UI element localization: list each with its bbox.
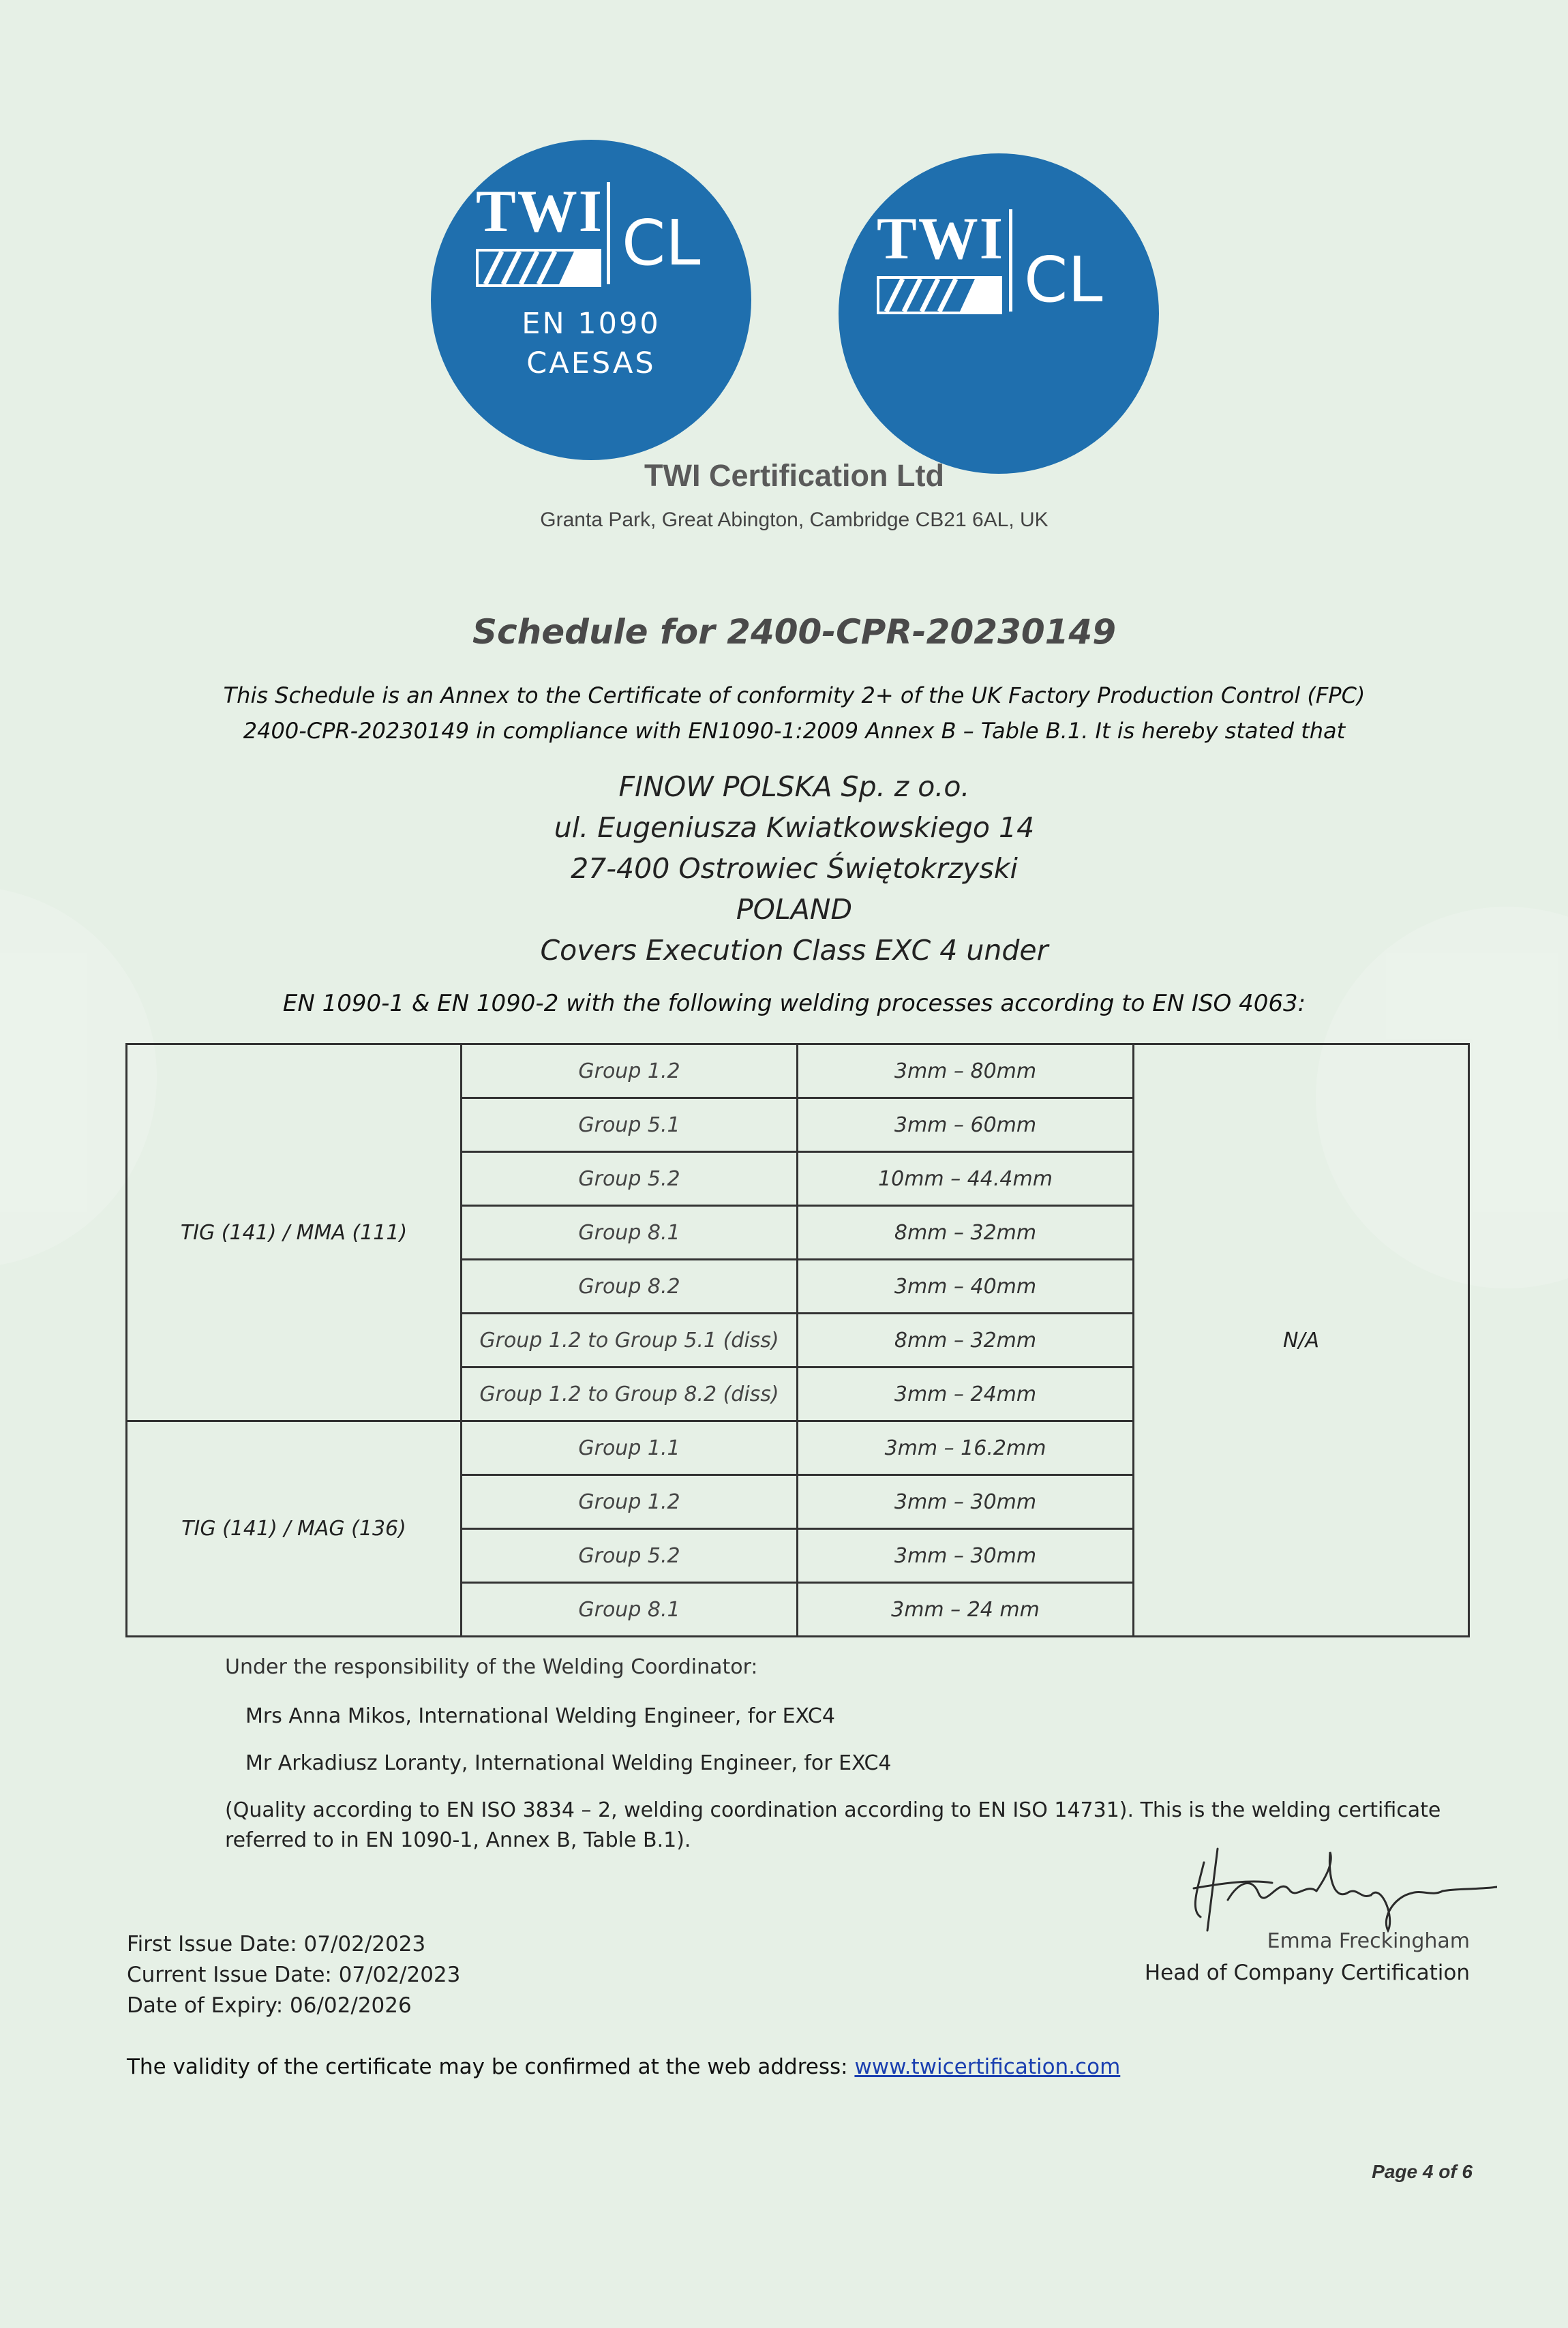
- issuer-address: Granta Park, Great Abington, Cambridge CB21 6AL, UK: [540, 509, 1049, 531]
- issuer-name: TWI Certification Ltd: [644, 458, 944, 493]
- expiry-date: Date of Expiry: 06/02/2026: [127, 1993, 412, 2018]
- material-group-cell: Group 5.2: [462, 1152, 798, 1206]
- table-row: [127, 1044, 1469, 1098]
- intro-line-2: 2400-CPR-20230149 in compliance with EN1090-1:2009 Annex B – Table B.1. It is hereby stated that: [243, 718, 1346, 744]
- signatory-name: Emma Freckingham: [1267, 1929, 1470, 1953]
- na-cell: N/A: [1134, 1044, 1469, 1637]
- responsibility-heading: Under the responsibility of the Welding Coordinator:: [225, 1655, 758, 1679]
- issue-dates: [127, 1929, 460, 2021]
- execution-class-line: Covers Execution Class EXC 4 under: [540, 934, 1049, 967]
- logo-caesas-text: CAESAS: [526, 346, 656, 380]
- material-group-cell: Group 8.1: [462, 1206, 798, 1260]
- logo-divider: [607, 182, 610, 284]
- thickness-range-cell: 3mm – 24mm: [798, 1367, 1134, 1421]
- material-group-cell: Group 1.2: [462, 1044, 798, 1098]
- material-group-cell: Group 5.1: [462, 1098, 798, 1152]
- company-country: POLAND: [736, 893, 853, 926]
- validity-link[interactable]: www.twicertification.com: [854, 2055, 1121, 2079]
- coordinator-1: Mrs Anna Mikos, International Welding Engineer, for EXC4: [245, 1704, 835, 1728]
- material-group-cell: Group 1.2 to Group 8.2 (diss): [462, 1367, 798, 1421]
- logo-twi-text: TWI: [877, 206, 1004, 272]
- company-city: 27-400 Ostrowiec Świętokrzyski: [571, 852, 1018, 885]
- logo-hatch-icon: [476, 249, 601, 287]
- scope-line: EN 1090-1 & EN 1090-2 with the following welding processes according to EN ISO 4063:: [282, 990, 1306, 1017]
- company-street: ul. Eugeniusza Kwiatkowskiego 14: [554, 811, 1035, 844]
- twi-cl-logo: [839, 153, 1159, 474]
- current-issue-date: Current Issue Date: 07/02/2023: [127, 1963, 461, 1987]
- thickness-range-cell: 3mm – 30mm: [798, 1529, 1134, 1583]
- first-issue-date: First Issue Date: 07/02/2023: [127, 1932, 426, 1956]
- schedule-intro: [68, 678, 1520, 749]
- thickness-range-cell: 3mm – 16.2mm: [798, 1421, 1134, 1475]
- thickness-range-cell: 10mm – 44.4mm: [798, 1152, 1134, 1206]
- material-group-cell: Group 5.2: [462, 1529, 798, 1583]
- material-group-cell: Group 1.2 to Group 5.1 (diss): [462, 1314, 798, 1367]
- thickness-range-cell: 3mm – 40mm: [798, 1260, 1134, 1314]
- intro-line-1: This Schedule is an Annex to the Certificate of conformity 2+ of the UK Factory Production Control (FPC): [223, 682, 1366, 708]
- logo-twi-text: TWI: [476, 179, 603, 245]
- logo-divider: [1009, 209, 1012, 312]
- quality-line-2: referred to in EN 1090-1, Annex B, Table B.1).: [225, 1828, 691, 1852]
- logo-en1090-text: EN 1090: [522, 307, 661, 341]
- material-group-cell: Group 8.2: [462, 1260, 798, 1314]
- handwritten-signature: [1177, 1835, 1497, 1937]
- coordinator-2: Mr Arkadiusz Loranty, International Welding Engineer, for EXC4: [245, 1751, 892, 1775]
- quality-line-1: (Quality according to EN ISO 3834 – 2, welding coordination according to EN ISO 14731). This is the welding certificate: [225, 1798, 1441, 1822]
- thickness-range-cell: 8mm – 32mm: [798, 1314, 1134, 1367]
- company-block: [0, 766, 1568, 971]
- twi-cl-en1090-caesas-logo: [431, 140, 751, 460]
- thickness-range-cell: 3mm – 30mm: [798, 1475, 1134, 1529]
- material-group-cell: Group 8.1: [462, 1583, 798, 1637]
- logo-cl-text: CL: [622, 207, 701, 279]
- thickness-range-cell: 8mm – 32mm: [798, 1206, 1134, 1260]
- logo-hatch-icon: [877, 276, 1002, 314]
- signatory-title: Head of Company Certification: [1144, 1961, 1470, 1985]
- process-name-cell: TIG (141) / MAG (136): [127, 1421, 462, 1637]
- validity-note: [127, 2055, 1120, 2079]
- thickness-range-cell: 3mm – 80mm: [798, 1044, 1134, 1098]
- logo-cl-text: CL: [1024, 243, 1103, 316]
- material-group-cell: Group 1.1: [462, 1421, 798, 1475]
- validity-text: The validity of the certificate may be confirmed at the web address:: [127, 2055, 855, 2079]
- material-group-cell: Group 1.2: [462, 1475, 798, 1529]
- thickness-range-cell: 3mm – 24 mm: [798, 1583, 1134, 1637]
- schedule-title: Schedule for 2400-CPR-20230149: [472, 612, 1116, 652]
- process-name-cell: TIG (141) / MMA (111): [127, 1044, 462, 1421]
- page-number: Page 4 of 6: [1372, 2161, 1473, 2182]
- company-name: FINOW POLSKA Sp. z o.o.: [618, 770, 970, 803]
- welding-process-table: [125, 1043, 1470, 1637]
- thickness-range-cell: 3mm – 60mm: [798, 1098, 1134, 1152]
